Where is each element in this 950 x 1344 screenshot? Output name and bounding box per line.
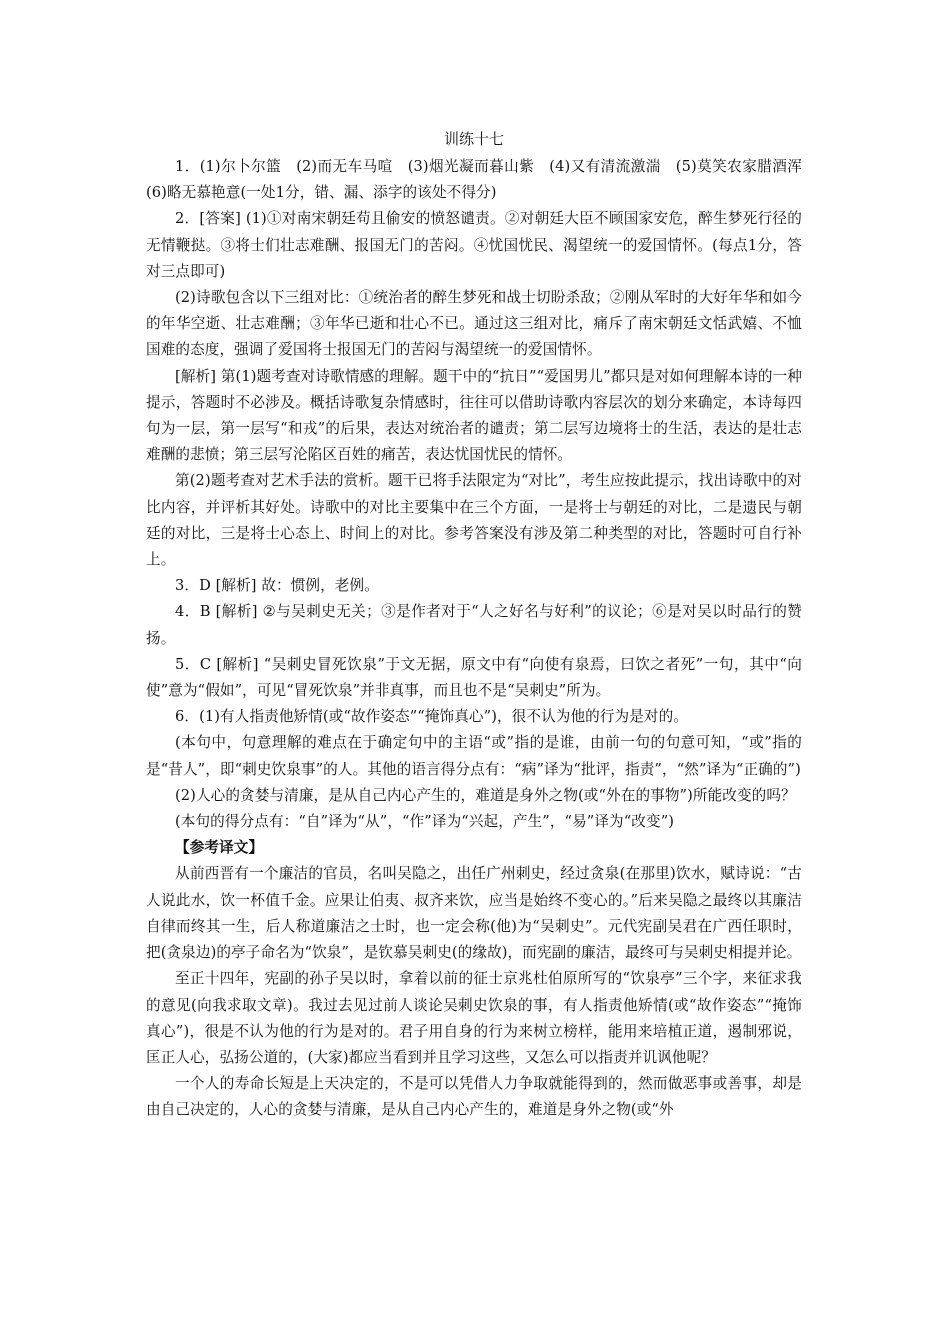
paragraph-q2-answer-1: 2．[答案] (1)①对南宋朝廷苟且偷安的愤怒谴责。②对朝廷大臣不顾国家安危，醉生梦死行径的无情鞭挞。③将士们壮志难酬、报国无门的苦闷。④忧国忧民、渴望统一的爱国情怀。(每点1分，答对三点即可) (146, 210, 802, 280)
paragraph-q1: 1．(1)尔卜尔篮 (2)而无车马喧 (3)烟光凝而暮山紫 (4)又有清流激湍 (5)莫笑农家腊酒浑 (6)略无慕艳意(一处1分，错、漏、添字的该处不得分) (146, 158, 817, 202)
paragraph-q2-analysis-1: [解析] 第(1)题考查对诗歌情感的理解。题干中的“抗日”“爱国男儿”都只是对如何理解本诗的一种提示，答题时不必涉及。概括诗歌复杂情感时，往往可以借助诗歌内容层次的划分来确定，本诗每四句为一层，第一层写“和戎”的后果，表达对统治者的谴责；第二层写边境将士的生活，表达的是壮志难酬的悲愤；第三层写沦陷区百姓的痛苦，表达忧国忧民的情怀。 (146, 367, 802, 464)
paragraph-q2-answer-2: (2)诗歌包含以下三组对比：①统治者的醉生梦死和战士切盼杀敌；②刚从军时的大好年华和如今的年华空逝、壮志难酬；③年华已逝和壮心不已。通过这三组对比，痛斥了南宋朝廷文恬武嬉、不恤国难的态度，强调了爱国将士报国无门的苦闷与渴望统一的爱国情怀。 (146, 289, 802, 359)
paragraph-q6-2-note: (本句的得分点有：“自”译为“从”，“作”译为“兴起，产生”，“易”译为“改变”) (175, 813, 675, 831)
paragraph-q6-2: (2)人心的贪婪与清廉，是从自己内心产生的，难道是身外之物(或“外在的事物”)所能改变的吗？ (175, 786, 796, 804)
paragraph-q2-analysis-2: 第(2)题考查对艺术手法的赏析。题干已将手法限定为“对比”，考生应按此提示，找出诗歌中的对比内容，并评析其好处。诗歌中的对比主要集中在三个方面，一是将士与朝廷的对比，二是遗民与朝廷的对比，三是将士心态上、时间上的对比。参考答案没有涉及第二种类型的对比，答题时可自行补上。 (146, 472, 802, 569)
paragraph-q3: 3．D [解析] 故：惯例，老例。 (175, 577, 379, 595)
paragraph-q5: 5．C [解析] “吴刺史冒死饮泉”于文无据，原文中有“向使有泉焉，曰饮之者死”一句，其中“向使”意为“假如”，可见“冒死饮泉”并非真事，而且也不是“吴刺史”所为。 (146, 655, 802, 700)
paragraph-q6-1: 6．(1)有人指责他矫情(或“故作姿态”“掩饰真心”)，很不认为他的行为是对的。 (175, 708, 689, 726)
translation-paragraph-2: 至正十四年，宪副的孙子吴以时，拿着以前的征士京兆杜伯原所写的“饮泉亭”三个字，来征求我的意见(向我求取文章)。我过去见过前人谈论吴刺史饮泉的事，有人指责他矫情(或“故作姿态”“掩饰真心”)，很是不认为他的行为是对的。君子用自身的行为来树立榜样，能用来培植正道，遏制邪说，匡正人心，弘扬公道的，(大家)都应当看到并且学习这些，又怎么可以指责并讥讽他呢？ (146, 970, 802, 1066)
paragraph-q4: 4．B [解析] ②与吴刺史无关；③是作者对于“人之好名与好利”的议论；⑥是对吴以时品行的赞扬。 (146, 603, 802, 647)
translation-paragraph-3: 一个人的寿命长短是上天决定的，不是可以凭借人力争取就能得到的，然而做恶事或善事，却是由自己决定的，人心的贪婪与清廉，是从自己内心产生的，难道是身外之物(或“外 (146, 1075, 802, 1119)
translation-paragraph-1: 从前西晋有一个廉洁的官员，名叫吴隐之，出任广州刺史，经过贪泉(在那里)饮水，赋诗说：“古人说此水，饮一杯值千金。应果让伯夷、叔齐来饮，应当是始终不变心的。”后来吴隐之最终以其廉洁自律而终其一生，后人称道廉洁之士时，也一定会称(他)为“吴刺史”。元代宪副吴君在广西任职时，把(贪泉边)的亭子命名为“饮泉”，是钦慕吴刺史(的缘故)，而宪副的廉洁，最终可与吴刺史相提并论。 (146, 865, 802, 962)
paragraph-q6-1-note: (本句中，句意理解的难点在于确定句中的主语“或”指的是谁，由前一句的句意可知，“或”指的是“昔人”，即“刺史饮泉事”的人。其他的语言得分点有：“病”译为“批评，指责”，“然”译为“正确的”) (146, 734, 802, 778)
translation-heading: 【参考译文】 (175, 839, 264, 857)
document-title: 训练十七 (443, 130, 504, 148)
